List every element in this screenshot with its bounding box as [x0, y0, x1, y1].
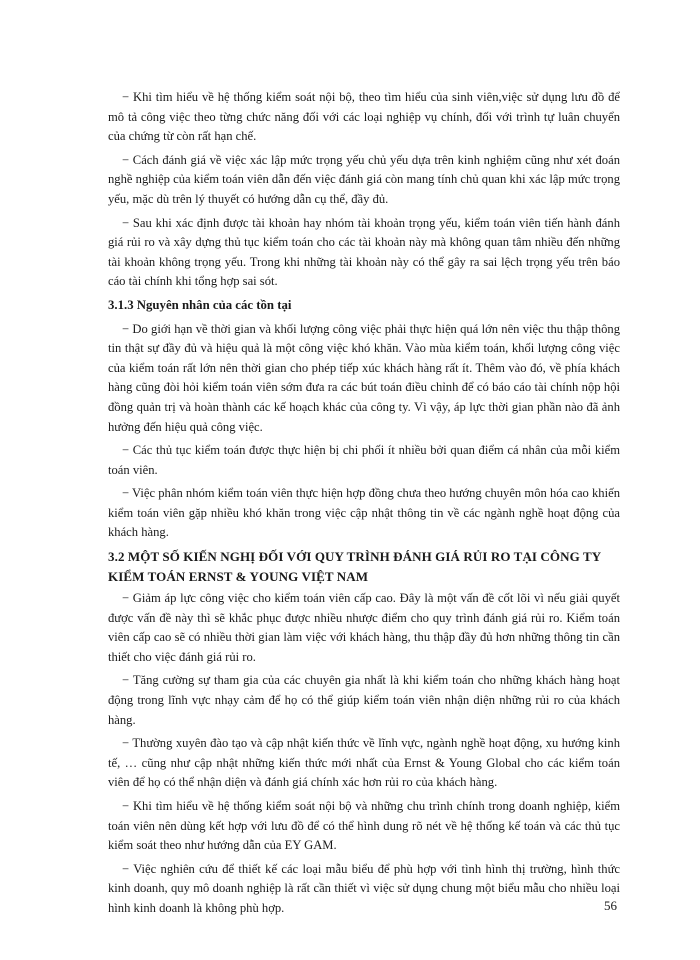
paragraph: − Việc nghiên cứu để thiết kế các loại mẫu biểu để phù hợp với tình hình thị trường, hình thức kinh doanh, quy mô doanh nghiệp là rất cần thiết vì việc sử dụng chung một biểu mẫu cho nhiều loại hình kinh doanh là không phù hợp. — [108, 861, 620, 915]
paragraph: − Thường xuyên đào tạo và cập nhật kiến thức về lĩnh vực, ngành nghề hoạt động, xu hướng kinh tế, … cũng như cập nhật những kiến thức mới nhất của Ernst & Young Global cho các kiểm toán viên để họ có thể nhận diện và đánh giá chính xác hơn rủi ro của khách hàng. — [108, 736, 620, 790]
paragraph: − Khi tìm hiểu về hệ thống kiểm soát nội bộ, theo tìm hiểu của sinh viên,việc sử dụng lưu đồ để mô tả công việc theo từng chức năng đối với các loại nghiệp vụ chính, đối với trình tự luân chuyển của chứng từ còn rất hạn chế. — [108, 90, 620, 144]
paragraph: − Cách đánh giá về việc xác lập mức trọng yếu chủ yếu dựa trên kinh nghiệm cũng như xét đoán nghề nghiệp của kiểm toán viên dẫn đến việc đánh giá còn mang tính chủ quan khi xác lập mức trọng yếu, mặc dù trên lý thuyết có hướng dẫn cụ thể, đầy đủ. — [108, 152, 620, 206]
paragraph: − Giảm áp lực công việc cho kiểm toán viên cấp cao. Đây là một vấn đề cốt lõi vì nếu giải quyết được vấn đề này thì sẽ khắc phục được nhiều nhược điểm cho quy trình đánh giá rủi ro. Kiểm toán viên cấp cao sẽ có nhiều thời gian làm việc với khách hàng, thu thập đầy đủ hơn những thông tin cần thiết cho việc đánh giá rủi ro. — [108, 591, 620, 664]
page-content — [108, 88, 620, 923]
paragraph: − Do giới hạn về thời gian và khối lượng công việc phải thực hiện quá lớn nên việc thu thập thông tin thật sự đầy đủ và hiệu quả là một công việc khó khăn. Vào mùa kiểm toán, khối lượng công việc của kiểm toán rất lớn nên thời gian cho phép tiếp xúc khách hàng rất ít. Thêm vào đó, về phía khách hàng cũng đòi hỏi kiểm toán viên sớm đưa ra các bút toán điều chỉnh để có báo cáo tài chính nộp hội đồng quản trị và hoàn thành các kế hoạch khác của công ty. Vì vậy, áp lực thời gian phần nào đã ảnh hưởng đến hiệu quả công việc. — [108, 321, 620, 434]
page-number: 56 — [604, 898, 617, 913]
paragraph: − Việc phân nhóm kiểm toán viên thực hiện hợp đồng chưa theo hướng chuyên môn hóa cao khiến kiểm toán viên gặp nhiều khó khăn trong việc cập nhật thông tin về các ngành nghề hoạt động của khách hàng. — [108, 486, 620, 540]
paragraph: − Sau khi xác định được tài khoản hay nhóm tài khoản trọng yếu, kiểm toán viên tiến hành đánh giá rủi ro và xây dựng thủ tục kiểm toán cho các tài khoản này mà không quan tâm nhiều đến những tài khoản không trọng yếu. Trong khi những tài khoản này có thể gây ra sai lệch trọng yếu trên báo cáo tài chính khi tổng hợp sai sót. — [108, 215, 620, 289]
paragraph: − Tăng cường sự tham gia của các chuyên gia nhất là khi kiểm toán cho những khách hàng hoạt động trong lĩnh vực nhạy cảm để họ có thể giúp kiểm toán viên nhận diện những rủi ro của khách hàng. — [108, 673, 620, 727]
section-heading-3-1-3: 3.1.3 Nguyên nhân của các tồn tại — [108, 297, 292, 312]
paragraph: − Khi tìm hiểu về hệ thống kiểm soát nội bộ và những chu trình chính trong doanh nghiệp, kiểm toán viên nên dùng kết hợp với lưu đồ để có thể hình dung rõ nét về hệ thống kế toán và các thủ tục kiểm soát theo như hướng dẫn của EY GAM. — [108, 799, 620, 853]
section-heading-3-2: 3.2 MỘT SỐ KIẾN NGHỊ ĐỐI VỚI QUY TRÌNH ĐÁNH GIÁ RỦI RO TẠI CÔNG TY KIỂM TOÁN ERNST & YOUNG VIỆT NAM — [108, 549, 601, 585]
paragraph: − Các thủ tục kiểm toán được thực hiện bị chi phối ít nhiều bởi quan điểm cá nhân của mỗi kiểm toán viên. — [108, 443, 620, 477]
